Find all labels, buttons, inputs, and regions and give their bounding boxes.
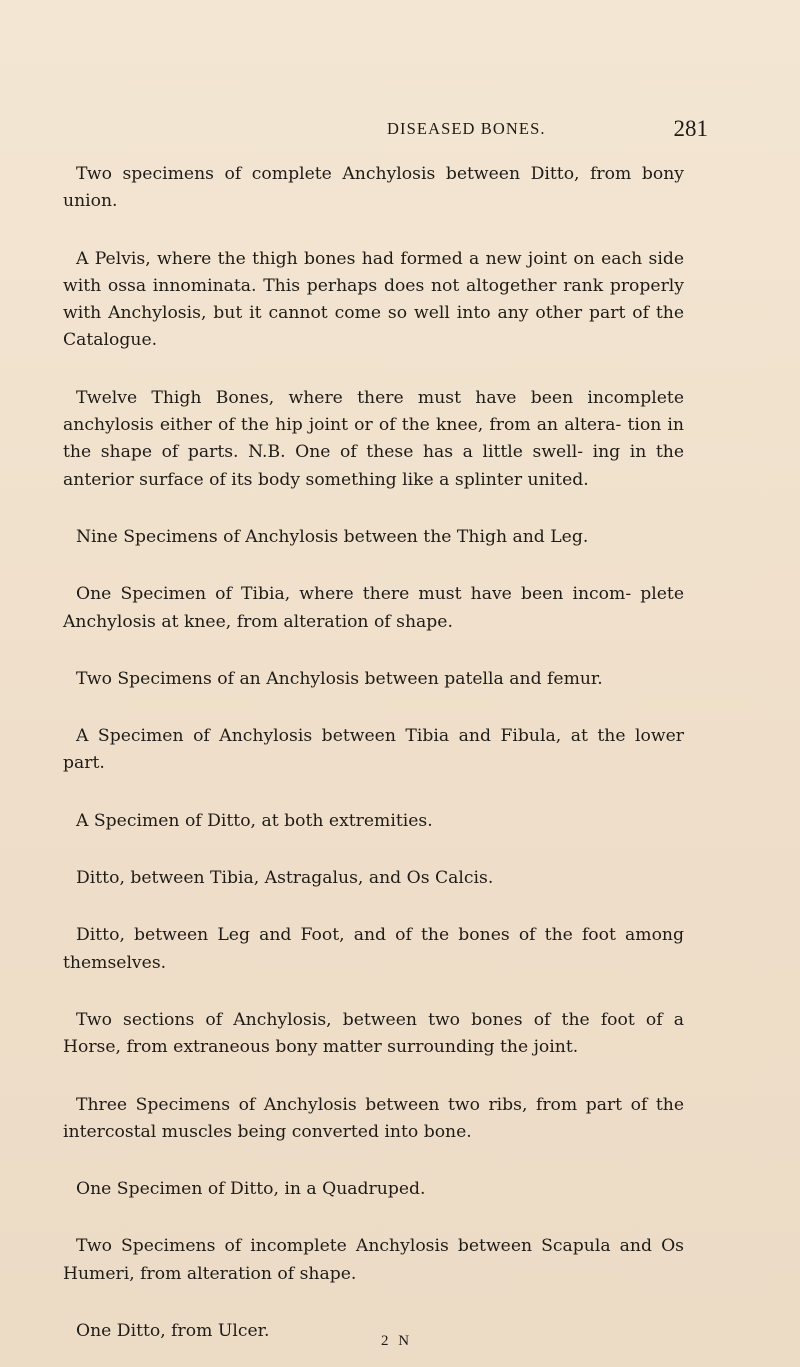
catalogue-entry: A Specimen of Ditto, at both extremities. bbox=[76, 810, 433, 831]
catalogue-entry: A Pelvis, where the thigh bones had formed a new joint on each side with ossa innominata. This perhaps does not altogether rank properly with Anchylosis, but it cannot come so well into any other part of the Catalogue. bbox=[63, 248, 684, 351]
catalogue-entry: Twelve Thigh Bones, where there must have been incomplete anchylosis either of the hip joint or of the knee, from an altera- tion in the shape of parts. N.B. One of these has a little swell- ing in the anterior surface of its body something like a splinter united. bbox=[63, 387, 684, 490]
page-number: 281 bbox=[673, 116, 708, 141]
catalogue-entry: Ditto, between Leg and Foot, and of the bones of the foot among themselves. bbox=[63, 925, 684, 973]
catalogue-entry: Two Specimens of incomplete Anchylosis between Scapula and Os Humeri, from alteration of shape. bbox=[63, 1236, 684, 1284]
catalogue-entry: Three Specimens of Anchylosis between two ribs, from part of the intercostal muscles being converted into bone. bbox=[63, 1094, 684, 1142]
catalogue-entry: Two sections of Anchylosis, between two bones of the foot of a Horse, from extraneous bony matter surrounding the joint. bbox=[63, 1009, 684, 1058]
catalogue-entry: A Specimen of Anchylosis between Tibia and Fibula, at the lower part. bbox=[63, 726, 684, 774]
catalogue-entries bbox=[63, 147, 684, 1345]
running-head bbox=[63, 0, 708, 147]
catalogue-entry: One Specimen of Tibia, where there must have been incom- plete Anchylosis at knee, from alteration of shape. bbox=[63, 584, 684, 632]
printer-signature-mark: 2 N bbox=[381, 1333, 413, 1349]
catalogue-entry: Ditto, between Tibia, Astragalus, and Os Calcis. bbox=[76, 868, 494, 889]
catalogue-entry: One Ditto, from Ulcer. bbox=[76, 1321, 270, 1342]
catalogue-entry: One Specimen of Ditto, in a Quadruped. bbox=[76, 1179, 426, 1200]
catalogue-entry: Two specimens of complete Anchylosis between Ditto, from bony union. bbox=[63, 164, 684, 212]
catalogue-entry: Two Specimens of an Anchylosis between patella and femur. bbox=[76, 668, 603, 689]
catalogue-entry: Nine Specimens of Anchylosis between the Thigh and Leg. bbox=[76, 526, 589, 547]
running-title: DISEASED BONES. bbox=[387, 119, 546, 138]
